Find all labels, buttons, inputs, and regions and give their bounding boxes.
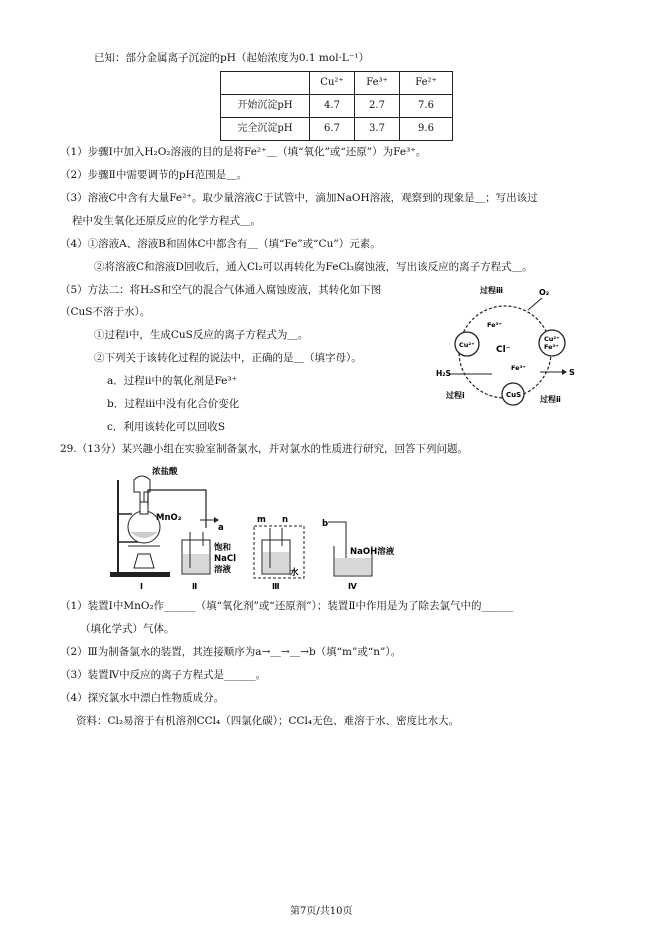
s-label: S	[569, 368, 575, 377]
q29-sub1-line1: （1）装置Ⅰ中MnO₂作______（填“氧化剂”或“还原剂”）；装置Ⅱ中作用是为了除去氯气中的______	[60, 600, 514, 612]
nacl-label-1: 饱和	[214, 543, 232, 553]
q29-title: 29.（13分）某兴趣小组在实验室制备氯水，并对氯水的性质进行研究，回答下列问题。	[60, 443, 469, 455]
alcohol-lamp	[134, 554, 154, 568]
option-b: b．过程ⅲ中没有化合价变化	[107, 398, 240, 410]
nacl-label-2: NaCl	[214, 554, 237, 564]
device-1-label: Ⅰ	[140, 582, 143, 591]
cu2-label: Cu²⁺	[459, 341, 475, 349]
question-1: （1）步骤Ⅰ中加入H₂O₂溶液的目的是将Fe²⁺＿（填“氧化”或“还原”）为Fe³⁺。	[60, 146, 427, 158]
iron-stand-base	[110, 572, 170, 577]
q29-sub3: （3）装置Ⅳ中反应的离子方程式是______。	[60, 669, 267, 681]
water-liquid	[263, 552, 289, 573]
question-4-line2: ②将溶液C和溶液D回收后，通入Cl₂可以再转化为FeCl₃腐蚀液，写出该反应的离子方程式＿。	[94, 261, 533, 273]
cu2-fe2-label-a: Cu²⁺	[544, 335, 560, 343]
device-4-label: Ⅳ	[348, 582, 357, 591]
port-m-label: m	[257, 515, 266, 525]
h2s-label: H₂S	[436, 369, 451, 378]
device-2-label: Ⅱ	[192, 582, 198, 591]
question-3-line1: （3）溶液C中含有大量Fe²⁺。取少量溶液C于试管中，滴加NaOH溶液，观察到的现象是＿；写出该过	[60, 192, 538, 204]
question-5-sub1: ①过程ⅰ中，生成CuS反应的离子方程式为＿。	[94, 329, 309, 341]
mno2-label: MnO₂	[156, 513, 182, 523]
cus-label: CuS	[506, 391, 522, 399]
table-header-fe3: Fe³⁺	[355, 72, 400, 95]
port-a-label: a	[218, 523, 224, 533]
naoh-label: NaOH溶液	[350, 547, 395, 557]
table-corner	[221, 72, 310, 95]
table-header-fe2: Fe²⁺	[400, 72, 453, 95]
page-footer: 第7页/共10页	[290, 906, 353, 917]
question-4-line1: （4）①溶液A、溶液B和固体C中都含有＿（填“Fe”或“Cu”）元素。	[60, 238, 381, 250]
flask-neck	[140, 502, 148, 514]
table-cell: 3.7	[355, 118, 400, 141]
cu2-fe2-label-b: Fe²⁺	[544, 343, 559, 351]
fe3-mid-label: Fe³⁺	[511, 364, 526, 372]
process-3-label: 过程ⅲ	[480, 286, 503, 295]
q29-sub1-line2: （填化学式）气体。	[80, 623, 175, 635]
conversion-cycle-diagram	[430, 280, 590, 415]
water-label: 水	[290, 568, 299, 578]
table-cell: 4.7	[310, 95, 355, 118]
cl-label: Cl⁻	[496, 345, 511, 355]
question-2: （2）步骤Ⅱ中需要调节的pH范围是＿。	[60, 169, 248, 181]
table-header-cu2: Cu²⁺	[310, 72, 355, 95]
table-cell: 9.6	[400, 118, 453, 141]
device-3-label: Ⅲ	[272, 582, 280, 591]
nacl-liquid	[183, 554, 209, 573]
table-row-label: 开始沉淀pH	[221, 95, 310, 118]
q29-sub2: （2）Ⅲ为制备氯水的装置，其连接顺序为a→＿→＿→b（填“m”或“n”）。	[60, 646, 402, 658]
conc-hcl-label: 浓盐酸	[152, 467, 178, 477]
port-b-label: b	[322, 519, 329, 529]
o2-arrow	[528, 298, 542, 310]
question-5-line2: （CuS不溶于水）。	[60, 306, 151, 318]
question-5-sub2: ②下列关于该转化过程的说法中，正确的是＿（填字母）。	[94, 352, 362, 364]
o2-label: O₂	[539, 288, 550, 297]
process-2-label: 过程ⅱ	[540, 395, 561, 404]
question-3-line2: 程中发生氧化还原反应的化学方程式＿。	[72, 215, 261, 227]
intro-line: 已知：部分金属离子沉淀的pH（起始浓度为0.1 mol·L⁻¹）	[94, 52, 370, 64]
q29-sub4: （4）探究氯水中漂白性物质成分。	[60, 692, 225, 704]
ph-table	[220, 71, 453, 141]
process-1-label: 过程ⅰ	[446, 391, 465, 400]
apparatus-diagram	[110, 462, 430, 592]
q29-info: 资料：Cl₂易溶于有机溶剂CCl₄（四氯化碳）；CCl₄无色、难溶于水、密度比水大。	[76, 715, 460, 727]
table-cell: 7.6	[400, 95, 453, 118]
fe3-top-label: Fe³⁺	[487, 321, 502, 329]
nacl-label-3: 溶液	[214, 565, 232, 575]
s-arrowhead	[562, 369, 567, 375]
port-n-label: n	[282, 515, 289, 525]
table-cell: 6.7	[310, 118, 355, 141]
table-cell: 2.7	[355, 95, 400, 118]
option-a: a．过程ⅱ中的氧化剂是Fe³⁺	[107, 375, 238, 387]
option-c: c．利用该转化可以回收S	[107, 421, 226, 433]
naoh-liquid	[335, 558, 371, 575]
question-5-line1: （5）方法二：将H₂S和空气的混合气体通入腐蚀废液，其转化如下图	[60, 284, 382, 296]
table-row-label: 完全沉淀pH	[221, 118, 310, 141]
